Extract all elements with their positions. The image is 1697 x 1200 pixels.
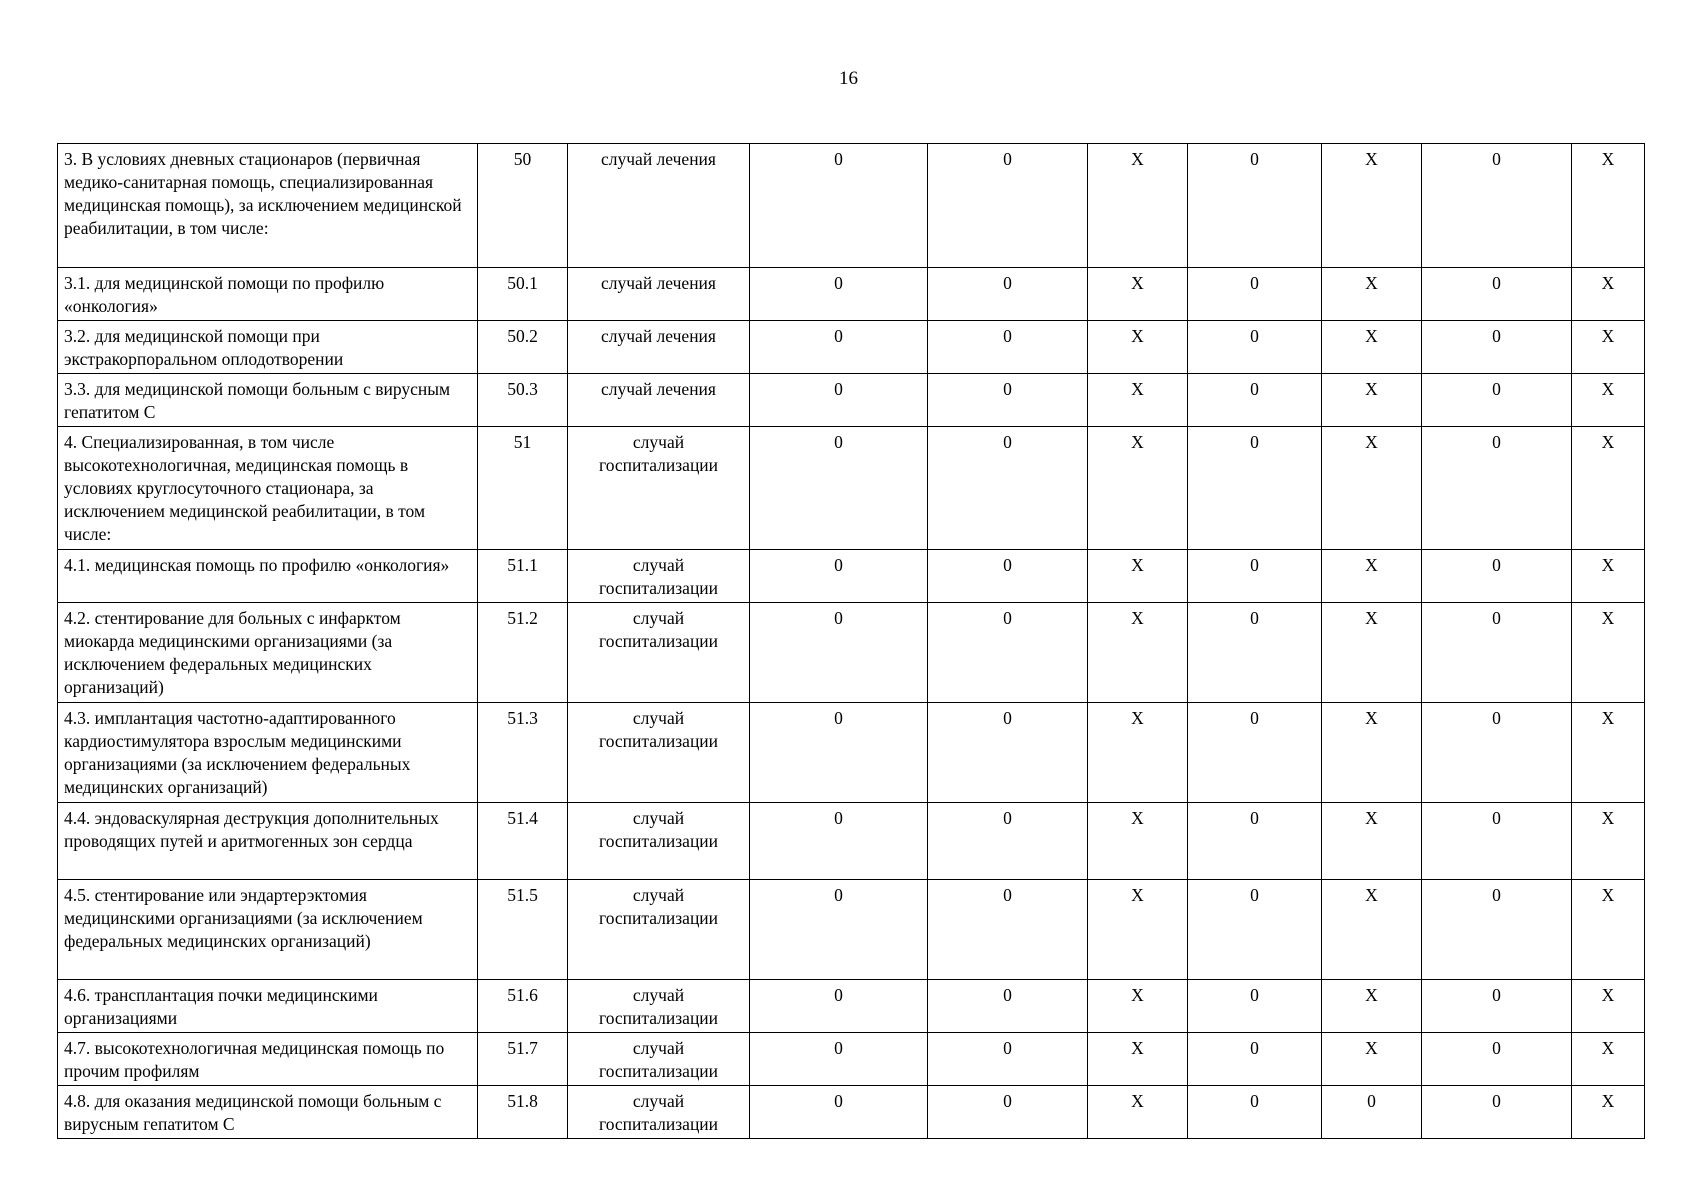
cell-col8: X xyxy=(1322,880,1422,980)
cell-col9: 0 xyxy=(1422,374,1572,427)
cell-col6: X xyxy=(1088,374,1188,427)
cell-col9: 0 xyxy=(1422,1033,1572,1086)
cell-col9: 0 xyxy=(1422,321,1572,374)
row-description: 3.3. для медицинской помощи больным с вирусным гепатитом С xyxy=(58,374,478,427)
row-description: 4.4. эндоваскулярная деструкция дополнительных проводящих путей и аритмогенных зон сердца xyxy=(58,803,478,880)
cell-col8: X xyxy=(1322,603,1422,703)
cell-col9: 0 xyxy=(1422,703,1572,803)
cell-col4: 0 xyxy=(750,980,928,1033)
page-number: 16 xyxy=(839,68,858,89)
row-description: 3.2. для медицинской помощи при экстракорпоральном оплодотворении xyxy=(58,321,478,374)
cell-col8: X xyxy=(1322,321,1422,374)
table-row xyxy=(58,144,1645,268)
row-code: 51.4 xyxy=(478,803,568,880)
row-code: 51.3 xyxy=(478,703,568,803)
cell-col4: 0 xyxy=(750,144,928,268)
cell-col6: X xyxy=(1088,1086,1188,1139)
cell-col8: X xyxy=(1322,268,1422,321)
cell-col7: 0 xyxy=(1188,880,1322,980)
table-row xyxy=(58,803,1645,880)
table-row xyxy=(58,374,1645,427)
cell-col5: 0 xyxy=(928,1033,1088,1086)
row-description: 3. В условиях дневных стационаров (первичная медико-санитарная помощь, специализированная медицинская помощь), за исключением медицинской реабилитации, в том числе: xyxy=(58,144,478,268)
cell-col4: 0 xyxy=(750,427,928,550)
table-row xyxy=(58,703,1645,803)
row-unit: случай госпитализации xyxy=(568,803,750,880)
cell-col5: 0 xyxy=(928,550,1088,603)
row-code: 50.1 xyxy=(478,268,568,321)
row-unit: случай госпитализации xyxy=(568,880,750,980)
cell-col9: 0 xyxy=(1422,427,1572,550)
row-description: 4.5. стентирование или эндартерэктомия медицинскими организациями (за исключением федеральных медицинских организаций) xyxy=(58,880,478,980)
cell-col10: X xyxy=(1572,1033,1645,1086)
cell-col4: 0 xyxy=(750,703,928,803)
cell-col6: X xyxy=(1088,268,1188,321)
cell-col7: 0 xyxy=(1188,803,1322,880)
cell-col8: X xyxy=(1322,980,1422,1033)
cell-col8: X xyxy=(1322,803,1422,880)
cell-col7: 0 xyxy=(1188,550,1322,603)
cell-col5: 0 xyxy=(928,803,1088,880)
cell-col10: X xyxy=(1572,374,1645,427)
cell-col5: 0 xyxy=(928,703,1088,803)
cell-col8: X xyxy=(1322,144,1422,268)
cell-col7: 0 xyxy=(1188,144,1322,268)
row-description: 4.1. медицинская помощь по профилю «онкология» xyxy=(58,550,478,603)
cell-col6: X xyxy=(1088,1033,1188,1086)
row-unit: случай госпитализации xyxy=(568,703,750,803)
row-description: 4. Специализированная, в том числе высокотехнологичная, медицинская помощь в условиях круглосуточного стационара, за исключением медицинской реабилитации, в том числе: xyxy=(58,427,478,550)
cell-col9: 0 xyxy=(1422,144,1572,268)
cell-col6: X xyxy=(1088,144,1188,268)
cell-col9: 0 xyxy=(1422,268,1572,321)
cell-col10: X xyxy=(1572,703,1645,803)
cell-col10: X xyxy=(1572,427,1645,550)
row-description: 3.1. для медицинской помощи по профилю «онкология» xyxy=(58,268,478,321)
cell-col5: 0 xyxy=(928,980,1088,1033)
row-code: 51.5 xyxy=(478,880,568,980)
cell-col6: X xyxy=(1088,427,1188,550)
row-unit: случай госпитализации xyxy=(568,980,750,1033)
cell-col10: X xyxy=(1572,880,1645,980)
cell-col10: X xyxy=(1572,321,1645,374)
cell-col5: 0 xyxy=(928,427,1088,550)
cell-col9: 0 xyxy=(1422,603,1572,703)
cell-col4: 0 xyxy=(750,880,928,980)
cell-col4: 0 xyxy=(750,1086,928,1139)
cell-col6: X xyxy=(1088,880,1188,980)
row-description: 4.2. стентирование для больных с инфарктом миокарда медицинскими организациями (за исключением федеральных медицинских организаций) xyxy=(58,603,478,703)
row-code: 51.2 xyxy=(478,603,568,703)
cell-col5: 0 xyxy=(928,374,1088,427)
cell-col9: 0 xyxy=(1422,803,1572,880)
row-code: 51.7 xyxy=(478,1033,568,1086)
cell-col4: 0 xyxy=(750,803,928,880)
cell-col9: 0 xyxy=(1422,1086,1572,1139)
cell-col6: X xyxy=(1088,703,1188,803)
cell-col5: 0 xyxy=(928,1086,1088,1139)
cell-col4: 0 xyxy=(750,550,928,603)
cell-col8: X xyxy=(1322,427,1422,550)
cell-col7: 0 xyxy=(1188,980,1322,1033)
table-row xyxy=(58,1033,1645,1086)
cell-col7: 0 xyxy=(1188,427,1322,550)
row-unit: случай лечения xyxy=(568,321,750,374)
row-code: 51 xyxy=(478,427,568,550)
cell-col5: 0 xyxy=(928,144,1088,268)
cell-col10: X xyxy=(1572,803,1645,880)
row-code: 51.6 xyxy=(478,980,568,1033)
cell-col6: X xyxy=(1088,550,1188,603)
row-unit: случай лечения xyxy=(568,374,750,427)
row-unit: случай госпитализации xyxy=(568,550,750,603)
cell-col5: 0 xyxy=(928,880,1088,980)
row-unit: случай госпитализации xyxy=(568,1033,750,1086)
row-unit: случай госпитализации xyxy=(568,603,750,703)
cell-col4: 0 xyxy=(750,603,928,703)
cell-col9: 0 xyxy=(1422,880,1572,980)
table-row xyxy=(58,550,1645,603)
cell-col10: X xyxy=(1572,268,1645,321)
cell-col5: 0 xyxy=(928,603,1088,703)
cell-col7: 0 xyxy=(1188,321,1322,374)
cell-col7: 0 xyxy=(1188,603,1322,703)
cell-col8: X xyxy=(1322,703,1422,803)
cell-col7: 0 xyxy=(1188,374,1322,427)
cell-col4: 0 xyxy=(750,268,928,321)
row-unit: случай лечения xyxy=(568,144,750,268)
cell-col6: X xyxy=(1088,321,1188,374)
table-row xyxy=(58,427,1645,550)
cell-col6: X xyxy=(1088,603,1188,703)
cell-col5: 0 xyxy=(928,268,1088,321)
row-description: 4.3. имплантация частотно-адаптированного кардиостимулятора взрослым медицинскими организациями (за исключением федеральных медицинских организаций) xyxy=(58,703,478,803)
cell-col9: 0 xyxy=(1422,980,1572,1033)
row-code: 50.2 xyxy=(478,321,568,374)
row-description: 4.6. трансплантация почки медицинскими организациями xyxy=(58,980,478,1033)
cell-col7: 0 xyxy=(1188,268,1322,321)
row-code: 50 xyxy=(478,144,568,268)
cell-col7: 0 xyxy=(1188,703,1322,803)
row-unit: случай госпитализации xyxy=(568,1086,750,1139)
row-unit: случай лечения xyxy=(568,268,750,321)
cell-col4: 0 xyxy=(750,1033,928,1086)
cell-col9: 0 xyxy=(1422,550,1572,603)
table-row xyxy=(58,980,1645,1033)
cell-col4: 0 xyxy=(750,374,928,427)
row-description: 4.8. для оказания медицинской помощи больным с вирусным гепатитом С xyxy=(58,1086,478,1139)
cell-col8: 0 xyxy=(1322,1086,1422,1139)
row-unit: случай госпитализации xyxy=(568,427,750,550)
cell-col10: X xyxy=(1572,980,1645,1033)
cell-col6: X xyxy=(1088,980,1188,1033)
table-row xyxy=(58,268,1645,321)
row-description: 4.7. высокотехнологичная медицинская помощь по прочим профилям xyxy=(58,1033,478,1086)
cell-col10: X xyxy=(1572,144,1645,268)
cell-col4: 0 xyxy=(750,321,928,374)
table-row xyxy=(58,603,1645,703)
cell-col10: X xyxy=(1572,603,1645,703)
row-code: 50.3 xyxy=(478,374,568,427)
row-code: 51.8 xyxy=(478,1086,568,1139)
table-row xyxy=(58,1086,1645,1139)
table-row xyxy=(58,321,1645,374)
cell-col8: X xyxy=(1322,374,1422,427)
cell-col10: X xyxy=(1572,1086,1645,1139)
cell-col6: X xyxy=(1088,803,1188,880)
row-code: 51.1 xyxy=(478,550,568,603)
cell-col7: 0 xyxy=(1188,1086,1322,1139)
cell-col8: X xyxy=(1322,1033,1422,1086)
data-table xyxy=(57,143,1645,1139)
cell-col10: X xyxy=(1572,550,1645,603)
cell-col7: 0 xyxy=(1188,1033,1322,1086)
cell-col5: 0 xyxy=(928,321,1088,374)
table-row xyxy=(58,880,1645,980)
cell-col8: X xyxy=(1322,550,1422,603)
